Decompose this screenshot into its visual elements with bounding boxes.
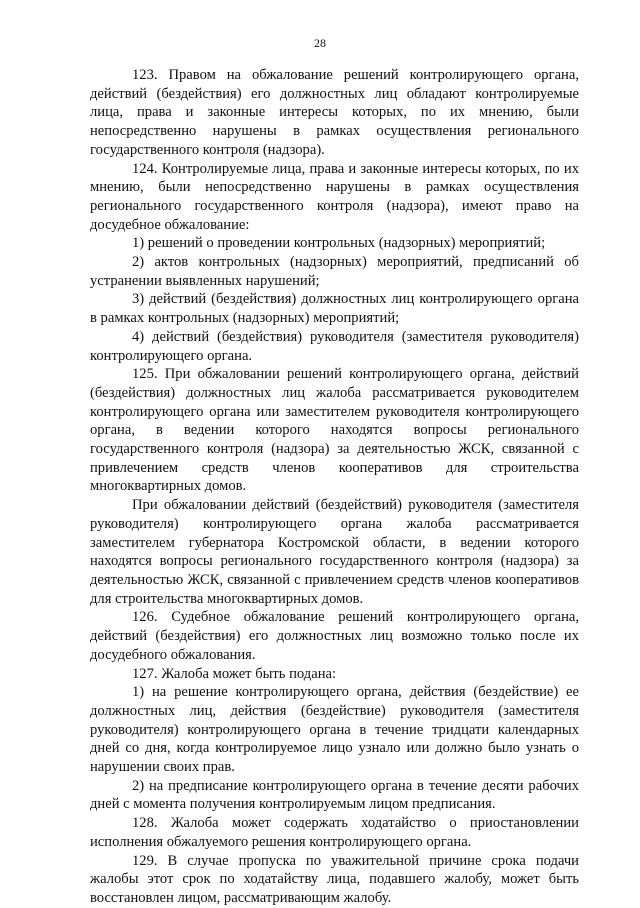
paragraph-127: 127. Жалоба может быть подана: [132,665,337,682]
list-item-124-2: 2) актов контрольных (надзорных) мероприятий, предписаний об устранении выявленных нарушений; [90,254,579,289]
list-item-124-1: 1) решений о проведении контрольных (надзорных) мероприятий; [132,235,546,252]
document-body [90,66,579,908]
paragraph-128: 128. Жалоба может содержать ходатайство о приостановлении исполнения обжалуемого решения контролирующего органа. [90,815,579,850]
paragraph-123: 123. Правом на обжалование решений контролирующего органа, действий (бездействия) его должностных лиц обладают контролируемые лица, права и законные интересы которых, по их мнению, были непосредственно нарушены в рамках осуществления регионального государственного контроля (надзора). [90,67,579,158]
page-number: 28 [314,36,326,50]
paragraph-126: 126. Судебное обжалование решений контролирующего органа, действий (бездействия) его должностных лиц возможно только после их досудебного обжалования. [90,609,579,663]
list-item-127-2: 2) на предписание контролирующего органа в течение десяти рабочих дней с момента получения контролируемым лицом предписания. [90,777,579,813]
paragraph-125: 125. При обжаловании решений контролирующего органа, действий (бездействия) должностных лиц жалоба рассматривается руководителем контролирующего органа или заместителем руководителя контролирующего органа, в ведении которого находятся вопросы регионального государственного контроля (надзора) за деятельностью ЖСК, связанной с привлечением средств членов кооперативов для строительства многоквартирных домов. [90,366,579,495]
paragraph-125-continued: При обжаловании действий (бездействий) руководителя (заместителя руководителя) контролирующего органа жалоба рассматривается заместителем губернатора Костромской области, в ведении которого находятся вопросы регионального государственного контроля (надзора) за деятельностью ЖСК, связанной с привлечением средств членов кооперативов для строительства многоквартирных домов. [90,497,579,607]
paragraph-124: 124. Контролируемые лица, права и законные интересы которых, по их мнению, были непосредственно нарушены в рамках осуществления регионального государственного контроля (надзора), имеют право на досудебное обжалование: [90,160,579,233]
list-item-127-1: 1) на решение контролирующего органа, действия (бездействие) ее должностных лиц, действия (бездействие) руководителя (заместителя руководителя) контролирующего органа в течение тридцати календарных дней со дня, когда контролируемое лицо узнало или должно было узнать о нарушении своих прав. [90,684,579,776]
list-item-124-4: 4) действий (бездействия) руководителя (заместителя руководителя) контролирующего органа. [90,328,579,364]
list-item-124-3: 3) действий (бездействия) должностных лиц контролирующего органа в рамках контрольных (надзорных) мероприятий; [90,291,579,327]
paragraph-129: 129. В случае пропуска по уважительной причине срока подачи жалобы этот срок по ходатайству лица, подавшего жалобу, может быть восстановлен лицом, рассматривающим жалобу. [90,852,579,906]
